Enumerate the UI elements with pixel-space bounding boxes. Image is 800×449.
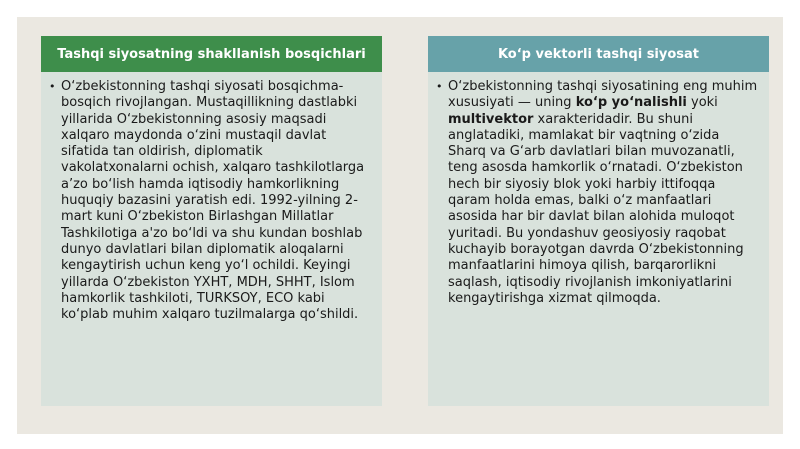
right-text-middle: yoki <box>686 95 718 111</box>
right-text-after: xarakteridadir. Bu shuni anglatadiki, mamlakat bir vaqtning o‘zida Sharq va G‘arb davlatlari bilan muvozanatli, teng asosda hamkorlik o‘rnatadi. O‘zbekiston hech bir siyosiy blok yoki harbiy ittifoqqa qaram holda emas, balki o‘z manfaatlari asosida har bir davlat bilan alohida muloqot yuritadi. Bu yondashuv geosiyosiy raqobat kuchayib borayotgan davrda O‘zbekistonning manfaatlarini himoya qilish, barqarorlikni saqlash, iqtisodiy rivojlanish imkoniyatlarini kengaytirishga xizmat qilmoqda. <box>448 111 744 306</box>
right-panel <box>428 36 769 406</box>
right-bold-multidirectional: ko‘p yo‘nalishli <box>575 95 687 111</box>
bullet-icon: • <box>49 80 56 93</box>
right-text-before: O‘zbekistonning tashqi siyosatining eng muhim xususiyati — uning <box>448 79 758 111</box>
bullet-icon: • <box>436 80 443 93</box>
right-panel-text <box>448 79 759 307</box>
right-panel-title: Ko‘p vektorli tashqi siyosat <box>428 36 769 72</box>
right-panel-body <box>428 72 769 307</box>
left-panel <box>41 36 382 406</box>
slide <box>17 17 783 434</box>
left-panel-title: Tashqi siyosatning shakllanish bosqichlari <box>41 36 382 72</box>
left-panel-body <box>41 72 382 323</box>
left-panel-text: O‘zbekistonning tashqi siyosati bosqichma-bosqich rivojlangan. Mustaqillikning dastlabki yillarida O‘zbekistonning asosiy maqsadi xalqaro maydonda o‘zini mustaqil davlat sifatida tan oldirish, diplomatik vakolatxonalarni ochish, xalqaro tashkilotlarga a’zo bo‘lish hamda iqtisodiy hamkorlikning huquqiy bazasini yaratish edi. 1992-yilning 2-mart kuni O‘zbekiston Birlashgan Millatlar Tashkilotiga a'zo bo‘ldi va shu kundan boshlab dunyo davlatlari bilan diplomatik aloqalarni kengaytirish uchun keng yo‘l ochildi. Keyingi yillarda O‘zbekiston YXHT, MDH, SHHT, Islom hamkorlik tashkiloti, TURKSOY, ECO kabi ko‘plab muhim xalqaro tuzilmalarga qo‘shildi. <box>61 79 365 323</box>
right-bold-multivector: multivektor <box>448 111 534 127</box>
